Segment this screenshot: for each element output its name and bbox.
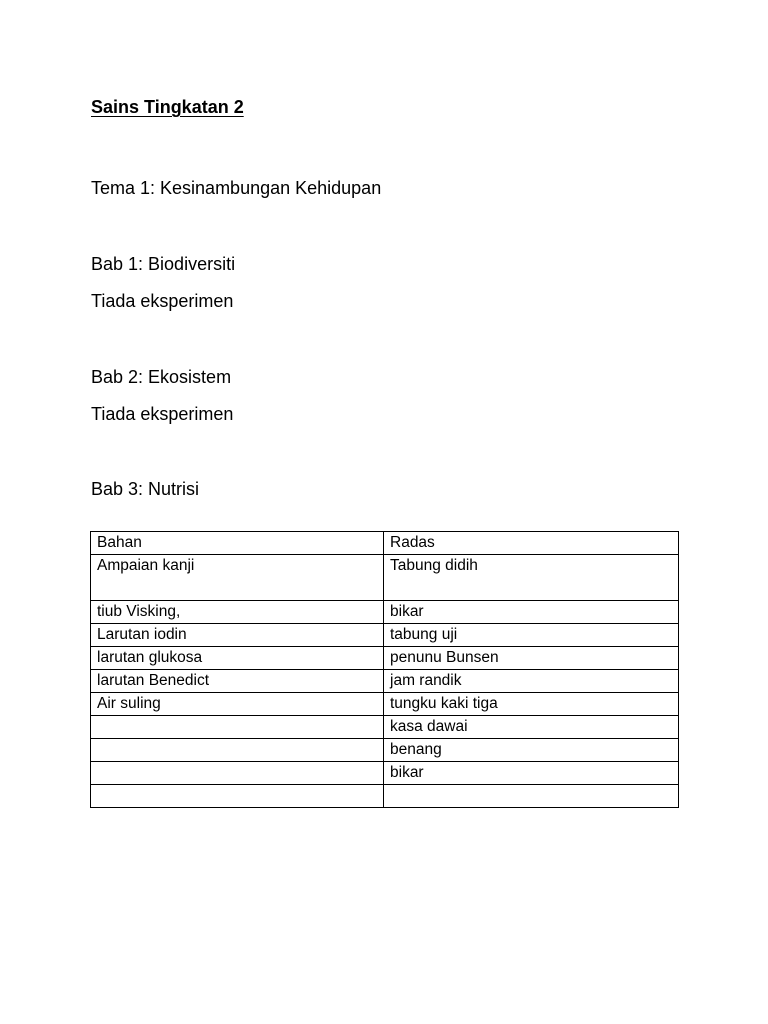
bahan-cell: tiub Visking, (91, 601, 384, 624)
radas-cell: kasa dawai (384, 716, 679, 739)
radas-cell: bikar (384, 762, 679, 785)
table-row (91, 716, 679, 739)
bahan-cell: Air suling (91, 693, 384, 716)
radas-cell: Tabung didih (384, 555, 679, 601)
table-row (91, 693, 679, 716)
table-row (91, 624, 679, 647)
radas-cell: tungku kaki tiga (384, 693, 679, 716)
table-row (91, 670, 679, 693)
chapter-2-note: Tiada eksperimen (91, 404, 234, 424)
radas-cell: bikar (384, 601, 679, 624)
chapter-3-heading: Bab 3: Nutrisi (91, 479, 200, 499)
header-radas: Radas (384, 532, 679, 555)
bahan-cell (91, 739, 384, 762)
bahan-cell (91, 762, 384, 785)
bahan-cell: larutan glukosa (91, 647, 384, 670)
radas-cell: tabung uji (384, 624, 679, 647)
table-row (91, 785, 679, 808)
theme-heading: Tema 1: Kesinambungan Kehidupan (91, 178, 382, 198)
bahan-cell: larutan Benedict (91, 670, 384, 693)
chapter-2-heading: Bab 2: Ekosistem (91, 367, 232, 387)
materials-apparatus-table (90, 531, 679, 808)
header-bahan: Bahan (91, 532, 384, 555)
chapter-1-heading: Bab 1: Biodiversiti (91, 254, 236, 274)
radas-cell: penunu Bunsen (384, 647, 679, 670)
bahan-cell (91, 785, 384, 808)
document-title: Sains Tingkatan 2 (91, 97, 244, 117)
table-row (91, 647, 679, 670)
radas-cell: jam randik (384, 670, 679, 693)
radas-cell (384, 785, 679, 808)
table-row (91, 762, 679, 785)
table-row (91, 601, 679, 624)
table-row (91, 739, 679, 762)
table-row (91, 555, 679, 601)
bahan-cell (91, 716, 384, 739)
radas-cell: benang (384, 739, 679, 762)
table-header-row (91, 532, 679, 555)
bahan-cell: Ampaian kanji (91, 555, 384, 601)
chapter-1-note: Tiada eksperimen (91, 291, 234, 311)
bahan-cell: Larutan iodin (91, 624, 384, 647)
